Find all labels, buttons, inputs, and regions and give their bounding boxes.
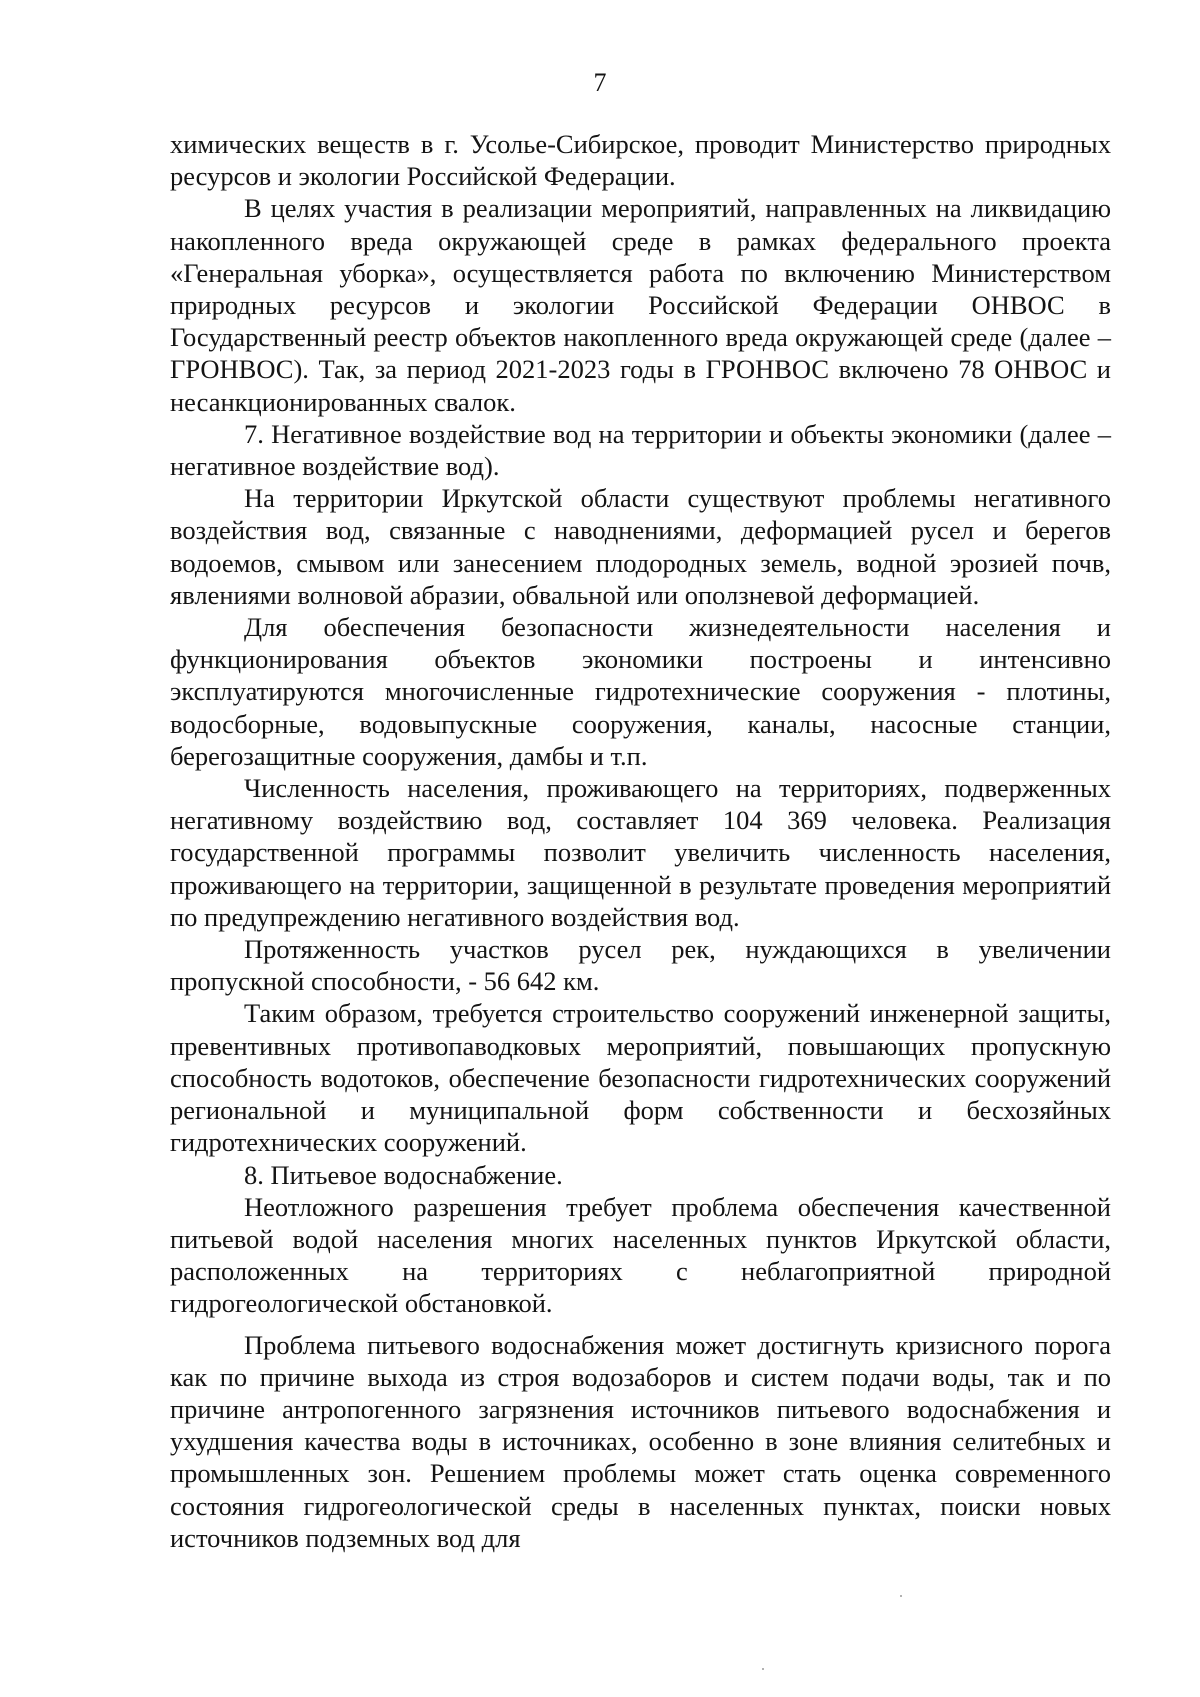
page-number: 7: [593, 68, 607, 97]
paragraph: Проблема питьевого водоснабжения может достигнуть кризисного порога как по причине выхода из строя водозаборов и систем подачи воды, так и по причине антропогенного загрязнения источников питьевого водоснабжения и ухудшения качества воды в источниках, особенно в зоне влияния селитебных и промышленных зон. Решением проблемы может стать оценка современного состояния гидрогеологической среды в населенных пунктах, поиски новых источников подземных вод для: [170, 1329, 1111, 1553]
paragraph: В целях участия в реализации мероприятий, направленных на ликвидацию накопленного вреда окружающей среде в рамках федерального проекта «Генеральная уборка», осуществляется работа по включению Министерством природных ресурсов и экологии Российской Федерации ОНВОС в Государственный реестр объектов накопленного вреда окружающей среде (далее – ГРОНВОС). Так, за период 2021-2023 годы в ГРОНВОС включено 78 ОНВОС и несанкционированных свалок.: [170, 193, 1111, 417]
paragraph: Неотложного разрешения требует проблема обеспечения качественной питьевой водой населения многих населенных пунктов Иркутской области, расположенных на территориях с неблагоприятной природной гидрогеологической обстановкой.: [170, 1191, 1111, 1319]
section-heading: 8. Питьевое водоснабжение.: [244, 1159, 563, 1190]
paragraph: Для обеспечения безопасности жизнедеятельности населения и функционирования объектов экономики построены и интенсивно эксплуатируются многочисленные гидротехнические сооружения - плотины, водосборные, водовыпускные сооружения, каналы, насосные станции, берегозащитные сооружения, дамбы и т.п.: [170, 612, 1111, 771]
section-heading: 7. Негативное воздействие вод на территории и объекты экономики (далее – негативное воздействие вод).: [170, 418, 1111, 482]
paragraph: На территории Иркутской области существуют проблемы негативного воздействия вод, связанные с наводнениями, деформацией русел и берегов водоемов, смывом или занесением плодородных земель, водной эрозией почв, явлениями волновой абразии, обвальной или оползневой деформацией.: [170, 483, 1111, 610]
paragraph: Протяженность участков русел рек, нуждающихся в увеличении пропускной способности, - 56 642 км.: [170, 934, 1111, 997]
paragraph: Численность населения, проживающего на территориях, подверженных негативному воздействию вод, составляет 104 369 человека. Реализация государственной программы позволит увеличить численность населения, проживающего на территории, защищенной в результате проведения мероприятий по предупреждению негативного воздействия вод.: [170, 773, 1111, 932]
paragraph: Таким образом, требуется строительство сооружений инженерной защиты, превентивных противопаводковых мероприятий, повышающих пропускную способность водотоков, обеспечение безопасности гидротехнических сооружений региональной и муниципальной форм собственности и бесхозяйных гидротехнических сооружений.: [170, 998, 1111, 1158]
scan-speck: [900, 1595, 902, 1597]
scan-speck: [762, 1668, 764, 1670]
paragraph: химических веществ в г. Усолье-Сибирское, проводит Министерство природных ресурсов и экологии Российской Федерации.: [170, 129, 1111, 192]
document-body: [170, 128, 1111, 1554]
